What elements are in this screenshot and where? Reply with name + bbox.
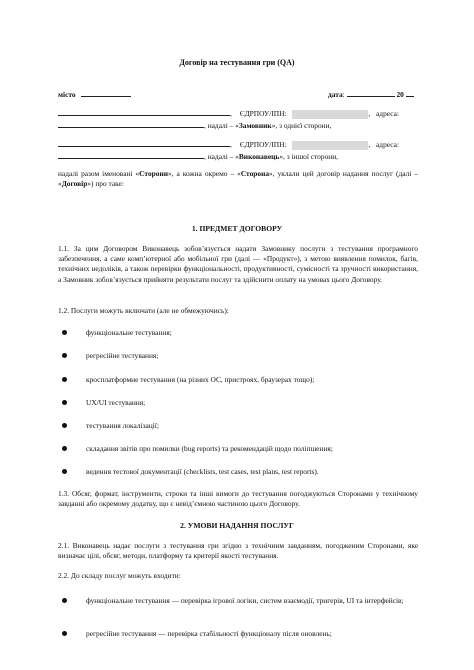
party1-role-prefix: , надалі – « [204,121,239,130]
place-field[interactable] [81,88,131,97]
bullet-icon [62,631,67,636]
list-item: UX/UI тестування; [86,398,146,407]
list-item: кросплатформне тестування (на різних ОС, пристроях, браузерах тощо); [86,375,315,384]
section1-heading: 1. ПРЕДМЕТ ДОГОВОРУ [191,224,283,233]
bullet-icon [62,423,67,428]
bullet-icon [62,469,67,474]
list-item: функціональне тестування; [86,328,172,337]
year-field[interactable] [406,88,414,97]
section2-heading: 2. УМОВИ НАДАННЯ ПОСЛУГ [180,521,294,530]
list-item: ведення тестової документації (checklists, test cases, test plans, test reports). [86,467,319,476]
date-label: дата [328,90,343,99]
list-item: регресійне тестування — перевірка стабільності функціоналу після оновлень; [86,629,332,638]
party2-edrpou-field[interactable] [292,141,368,150]
bullet-icon [62,377,67,382]
list-item: тестування локалізації; [86,421,159,430]
bullet-icon [62,330,67,335]
party1-edrpou-label: ЄДРПОУ/ІПН: [239,109,287,118]
party1-role-suffix: », з однієї сторони, [271,121,332,130]
intro-paragraph: надалі разом іменовані «Сторони», а кожна окремо – «Сторона», уклали цей договір надання послуг (далі – «Договір») про таке: [58,169,418,189]
party2-name-field[interactable] [58,138,230,147]
list-item: функціональне тестування — перевірка ігрової логіки, систем взаємодії, тригерів, UI та інтерфейсів; [86,596,404,605]
party2-edrpou-label: ЄДРПОУ/ІПН: [239,140,287,149]
list-item: складання звітів про помилки (bug reports) та рекомендацій щодо поліпшення; [86,444,333,453]
party1-address-field[interactable] [58,119,204,128]
party2-role-suffix: », з іншої сторони, [279,152,339,161]
party2-address-field[interactable] [58,150,204,159]
date-field[interactable] [347,88,395,97]
party2-address-label: адреса: [376,140,399,149]
party1-line1: , ЄДРПОУ/ІПН: , адреса: [58,107,399,119]
place-label: місто [58,90,76,99]
date-line: дата: 20 [328,88,414,100]
clause-2-1: 2.1. Виконавець надає послуги з тестування гри згідно з технічним завданням, погодженим Сторонами, яке визначає цілі, обсяг, методи, платформу та критерії якості тестування. [58,541,418,561]
bullet-icon [62,598,67,603]
party2-role-prefix: , надалі – « [204,152,239,161]
clause-2-2: 2.2. До складу послуг можуть входити: [58,571,181,580]
place-line [58,88,131,100]
party2-role: Виконавець [238,152,280,161]
party1-line2 [58,119,331,131]
date-year: 20 [396,90,404,99]
bullet-icon [62,400,67,405]
bullet-icon [62,353,67,358]
clause-1-2: 1.2. Послуги можуть включати (але не обмежуючись): [58,306,229,315]
clause-1-3: 1.3. Обсяг, формат, інструменти, строки та інші вимоги до тестування погоджуються Сторонами у технічному завданні або окремому додатку, що є невід’ємною частиною цього Договору. [58,489,418,509]
party2-line1: , ЄДРПОУ/ІПН: , адреса: [58,138,399,150]
document-title: Договір на тестування гри (QA) [179,58,295,67]
party1-role: Замовник [238,121,272,130]
bullet-icon [62,446,67,451]
party2-line2 [58,150,338,162]
party1-name-field[interactable] [58,107,230,116]
party1-address-label: адреса: [376,109,399,118]
clause-1-1: 1.1. За цим Договором Виконавець зобов’язується надати Замовнику послуги з тестування програмного забезпечення, а саме комп’ютерної або мобільної гри (далі — «Продукт»), з метою виявлення помилок, багів, технічних недоліків, а також перевірки функціональності, продуктивності, сумісності та зручності використання, а Замовник зобов’язується прийняти результати послуг та здійснити оплату на умовах цього Договору. [58,244,418,284]
list-item: регресійне тестування; [86,351,159,360]
party1-edrpou-field[interactable] [292,110,368,119]
